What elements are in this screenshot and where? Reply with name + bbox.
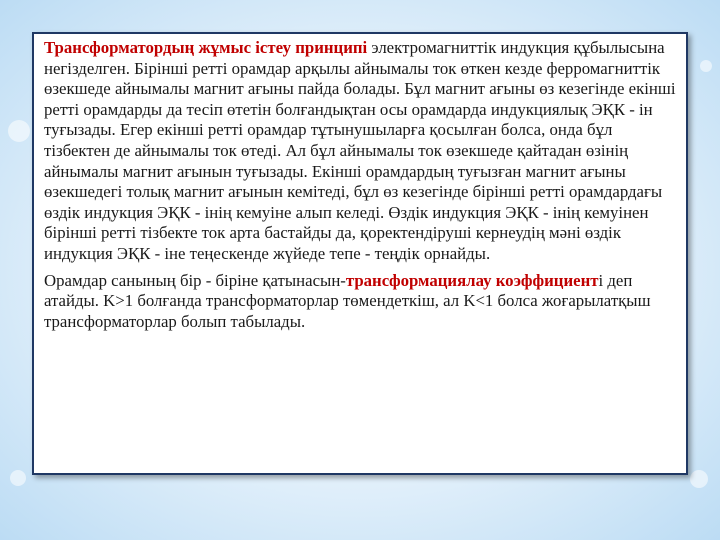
background-bokeh: [10, 470, 26, 486]
paragraph-transformation-ratio: [44, 271, 678, 333]
term-transformer-working-principle: Трансформатордың жұмыс істеу принципі: [44, 38, 368, 57]
paragraph-transformer-principle: [44, 38, 678, 265]
background-bokeh: [690, 470, 708, 488]
paragraph-1-body: электромагниттік индукция құбылысына негізделген. Бірінші ретті орамдар арқылы айнымалы ток өткен кезде ферромагниттік өзекшеде айнымалы магнит ағыны пайда болады. Бұл магнит ағыны өз кезегінде екінші ретті орамдарды да тесіп өтетін болғандықтан осы орамдарда индукциялық ЭҚК - ін туғызады. Егер екінші ретті орамдар тұтынушыларға қосылған болса, онда бұл тізбектен де айнымалы ток өтеді. Ал бұл айнымалы ток өзекшеде қайтадан өзінің айнымалы магнит ағынын туғызады. Екінші орамдардың туғызған магнит ағыны өзекшедегі толық магнит ағынын кемітеді, бұл өз кезегінде бірінші ретті орамдардағы өздік индукция ЭҚК - інің кемуіне алып келеді. Өздік индукция ЭҚК - інің кемуінен бірінші ретті тізбекте ток арта бастайды да, қоректендіруші кернеудің мәні өздік индукция ЭҚК - іне теңескенде жүйеде тепе - теңдік орнайды.: [44, 38, 676, 263]
paragraph-2-lead: Орамдар санының бір - біріне қатынасын-: [44, 270, 346, 290]
background-bokeh: [8, 120, 30, 142]
slide-text-box: [32, 32, 688, 475]
background-bokeh: [700, 60, 712, 72]
paragraph-2-body: і деп атайды. K>1 болғанда трансформаторлар төмендеткіш, ал K<1 болса жоғарылатқыш трансформаторлар болып табылады.: [44, 270, 651, 331]
term-transformation-ratio: трансформациялау коэффициент: [345, 270, 599, 290]
